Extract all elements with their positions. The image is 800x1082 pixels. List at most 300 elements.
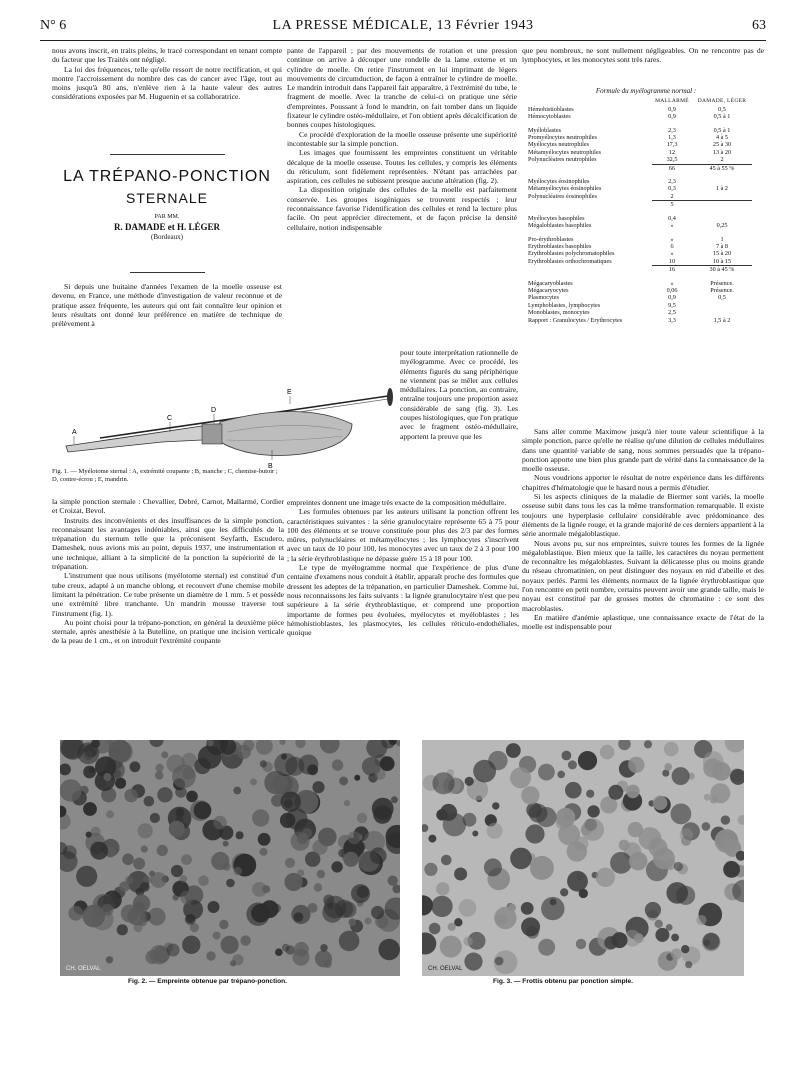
cell-blob xyxy=(169,821,185,837)
table-row xyxy=(528,258,764,265)
cell-blob xyxy=(182,936,200,954)
cell-blob xyxy=(150,813,160,823)
cell-blob xyxy=(103,773,111,781)
article-title: LA TRÉPANO-PONCTION xyxy=(63,168,271,185)
label-a: A xyxy=(72,429,77,436)
cell-label: Métamyélocytes éosinophiles xyxy=(528,185,602,193)
paragraph: La disposition originale des cellules de la moelle est parfaitement conservée. Les groupes isogéniques se trouvent respectés ; leur reconnaissance favorise l'identification des cellules et rend la lecture plus facile. On peut apprécier directement, et de façon précise la densité cellulaire, notion indispensable xyxy=(287,185,517,232)
cell-value: 0,4 xyxy=(668,214,676,222)
figure-2-photo xyxy=(60,740,400,976)
photo-signature: CH. OELVAL xyxy=(428,966,463,972)
cell-blob xyxy=(274,753,297,776)
cell-blob xyxy=(186,791,198,803)
cell-blob xyxy=(380,756,395,771)
myelogram-table xyxy=(528,88,764,330)
divider xyxy=(130,272,205,273)
article-by: PAR MM. xyxy=(154,214,180,220)
cell-blob xyxy=(463,937,472,946)
cell-value: 1 à 2 xyxy=(715,185,729,193)
cell-blob xyxy=(140,882,150,892)
cell-value: » xyxy=(670,222,674,230)
cell-value: 17,3 xyxy=(666,141,678,149)
cell-value: 2,5 xyxy=(668,309,676,317)
cell-label: Métamyélocytes neutrophiles xyxy=(528,148,602,156)
cell-blob xyxy=(250,778,257,785)
cell-label: Promyélocytes neutrophiles xyxy=(528,134,597,142)
cell-blob xyxy=(538,939,555,956)
cell-blob xyxy=(428,835,436,843)
photo-signature: CH. OELVAL xyxy=(66,966,101,972)
paragraph: Ce procédé d'exploration de la moelle osseuse présente une supériorité incontestable sur la simple ponction. xyxy=(287,129,517,148)
cell-blob xyxy=(284,873,302,891)
cell-blob xyxy=(219,920,228,929)
cell-label: Erythroblastes basophiles xyxy=(528,242,592,250)
article-title-block xyxy=(52,168,282,241)
cell-value: Présence. xyxy=(710,286,734,294)
table-row xyxy=(528,141,764,148)
table-row xyxy=(528,215,764,222)
cell-blob xyxy=(237,745,251,759)
issue-number: N° 6 xyxy=(40,18,67,33)
figure-3-photo xyxy=(422,740,744,976)
cell-blob xyxy=(587,805,599,817)
cell-blob xyxy=(653,796,668,811)
table-row xyxy=(528,178,764,185)
cell-label: Mégacaryoblastes xyxy=(528,279,573,287)
paragraph: L'instrument que nous utilisons (myélotome sternal) est constitué d'un tube creux, adapté à un manche oblong, et recouvert d'une chemise mobile limitant la pénétration. Ce tube présente un diamètre de 1 mm. 5 et possède une extrémité libre tranchante. Un mandrin mousse traverse tout l'instrument (fig. 1). xyxy=(52,571,284,618)
cell-blob xyxy=(117,924,128,935)
cell-blob xyxy=(354,775,360,781)
cell-blob xyxy=(213,932,221,940)
cell-blob xyxy=(557,771,565,779)
cell-blob xyxy=(139,918,147,926)
cell-blob xyxy=(644,740,652,748)
paragraph: Si depuis une huitaine d'années l'examen de la moelle osseuse est devenu, en France, une méthode d'investigation de valeur reconnue et de pratique assez fréquente, les auteurs qui ont fait connaître leur opinion et leurs résultats ont donné leur préférence en matière de technique de prélèvement à xyxy=(52,282,282,329)
cell-blob xyxy=(568,760,577,769)
cell-value: 10 xyxy=(668,257,676,265)
cell-blob xyxy=(655,920,663,928)
table-row xyxy=(528,106,764,113)
cell-blob xyxy=(185,914,196,925)
cell-label: Erythroblastes polychromatophiles xyxy=(528,250,615,258)
cell-blob xyxy=(510,848,532,870)
cell-blob xyxy=(521,917,540,936)
table-row xyxy=(528,287,764,294)
cell-blob xyxy=(308,903,318,913)
paragraph: Les formules obtenues par les auteurs utilisant la ponction offrent les caractéristiques suivantes : la série granulocytaire représente 65 à 75 pour 100 des éléments et se trouve constituée pour plus des 2/3 par des formes mûres, polynucléaires et métamyélocytes ; les lymphocytes s'inscrivent avec un taux de 10 pour 100, les monocytes avec un taux de 2 à 3 pour 100 ; la série érythroblastique ne dépasse guère 15 à 18 pour 100. xyxy=(287,507,519,563)
cell-blob xyxy=(77,742,99,764)
cell-blob xyxy=(76,866,97,887)
cell-blob xyxy=(487,823,503,839)
cell-blob xyxy=(379,939,400,960)
cell-blob xyxy=(124,789,138,803)
cell-blob xyxy=(436,882,449,895)
cell-blob xyxy=(180,875,188,883)
paragraph: En matière d'anémie aplastique, une connaissance exacte de l'état de la moelle est indispensable pour xyxy=(522,612,764,632)
cell-value: 0,06 xyxy=(666,286,678,294)
cell-blob xyxy=(194,801,212,819)
paragraph: La loi des fréquences, telle qu'elle ressort de notre rectification, et qui montre l'accroissement du nombre des cas de cancer avec l'âge, tout au moins jusqu'à 80 ans, n'enlève rien à la haute valeur des autres considérations exposées par M. Huguenin et sa collaboratrice. xyxy=(52,64,282,102)
cell-blob xyxy=(115,778,126,789)
table-row xyxy=(528,149,764,156)
label-c: C xyxy=(167,415,173,422)
cell-blob xyxy=(180,891,194,905)
cell-blob xyxy=(348,831,361,844)
cell-blob xyxy=(494,907,516,929)
cell-blob xyxy=(145,950,159,964)
cell-blob xyxy=(261,900,279,918)
label-e: E xyxy=(287,389,292,396)
cell-value: 15 à 20 xyxy=(712,250,732,258)
cell-value: 0,5 xyxy=(718,105,726,113)
article-authors: R. DAMADE et H. LÉGER xyxy=(114,222,220,232)
cell-blob xyxy=(233,787,241,795)
cell-blob xyxy=(83,802,97,816)
column-1-top xyxy=(52,46,282,150)
cell-blob xyxy=(302,828,312,838)
cell-label: Mégaloblastes basophiles xyxy=(528,222,592,230)
cell-blob xyxy=(89,767,95,773)
cell-blob xyxy=(275,948,283,956)
cell-blob xyxy=(324,896,347,919)
paragraph: empreintes donnent une image très exacte de la composition médullaire. xyxy=(287,498,507,507)
cell-blob xyxy=(664,763,672,771)
cell-blob xyxy=(198,875,209,886)
column-2-top xyxy=(287,46,517,346)
cell-blob xyxy=(339,931,360,952)
cell-blob xyxy=(465,777,474,786)
cell-blob xyxy=(473,760,496,783)
cell-blob xyxy=(529,804,548,823)
cell-label: Hémocytoblastes xyxy=(528,113,571,121)
cell-blob xyxy=(258,833,271,846)
cell-blob xyxy=(280,813,295,828)
cell-blob xyxy=(141,846,148,853)
cell-blob xyxy=(294,942,309,957)
cell-blob xyxy=(371,906,384,919)
cell-blob xyxy=(424,863,437,876)
cell-blob xyxy=(194,758,210,774)
column-3-bottom xyxy=(522,427,764,732)
column-1-intro xyxy=(52,282,282,374)
cell-blob xyxy=(68,906,83,921)
cell-blob xyxy=(130,761,141,772)
table-group xyxy=(528,280,764,330)
cell-value: 1 xyxy=(720,235,724,243)
cell-blob xyxy=(443,813,466,836)
divider xyxy=(110,154,225,155)
cell-label: Lymphoblastes, lymphocytes xyxy=(528,301,601,309)
paragraph: pante de l'appareil ; par des mouvements de rotation et une pression continue on arrive à découper une rondelle de la lame externe et un cylindre de moelle. On retire l'instrument en lui imprimant de légers mouvements de circumduction, de façon à entraîner le cylindre de moelle. Le mandrin introduit dans l'appareil fait apparaître, à l'extrémité du tube, le fragment de moelle. Avec la tranche de celui-ci on pratique une série d'empreintes. Poussant à fond le mandrin, on fait tomber dans un liquide fixateur le cylindre ostéo-médullaire, et l'on obtient après décalcification de bonnes coupes histologiques. xyxy=(287,46,517,130)
cell-blob xyxy=(317,870,325,878)
table-sum-row xyxy=(528,164,764,172)
cell-value: 2,3 xyxy=(668,178,676,186)
column-header: MALLARMÉ xyxy=(655,98,689,105)
cell-blob xyxy=(441,855,452,866)
cell-blob xyxy=(208,901,220,913)
cell-blob xyxy=(671,948,682,959)
cell-blob xyxy=(349,919,357,927)
figure-3-caption: Fig. 3. — Frottis obtenu par ponction simple. xyxy=(493,978,633,985)
group-sum: 45 à 55 % xyxy=(692,164,752,172)
paragraph: Les images que fournissent les empreintes constituent un véritable décalque de la moelle osseuse. Toutes les cellules, y compris les éléments du réticulum, sont fidèlement représentées. N'étant pas arrachées par aspiration, ces cellules ne subissent presque aucune altération (fig. 2). xyxy=(287,148,517,186)
cell-blob xyxy=(674,862,683,871)
cell-blob xyxy=(582,819,604,841)
column-3-top xyxy=(522,46,764,76)
group-sum: 16 xyxy=(652,265,692,273)
cell-value: 10 à 15 xyxy=(712,257,732,265)
cell-blob xyxy=(236,831,244,839)
cell-blob xyxy=(506,743,521,758)
cell-value xyxy=(692,215,752,222)
cell-blob xyxy=(101,904,113,916)
micrograph-imprint xyxy=(60,740,400,976)
cell-value: » xyxy=(670,279,674,287)
cell-blob xyxy=(207,740,214,747)
cell-blob xyxy=(133,858,145,870)
cell-blob xyxy=(206,951,215,960)
cell-blob xyxy=(343,852,358,867)
cell-blob xyxy=(171,865,183,877)
group-sum xyxy=(692,200,752,208)
cell-blob xyxy=(492,802,499,809)
cell-blob xyxy=(373,805,392,824)
cell-blob xyxy=(702,822,711,831)
group-sum: 5 xyxy=(652,200,692,208)
cell-value: 0,5 à 1 xyxy=(713,126,731,134)
cell-label: Polynucléaires neutrophiles xyxy=(528,156,597,164)
figure-2-caption: Fig. 2. — Empreinte obtenue par trépano-ponction. xyxy=(128,978,287,985)
cell-blob xyxy=(167,944,180,957)
cell-blob xyxy=(666,882,688,904)
column-header: DAMADE, LÉGER xyxy=(697,98,747,105)
cell-blob xyxy=(604,936,617,949)
cell-blob xyxy=(608,785,623,800)
cell-blob xyxy=(161,751,168,758)
paragraph: la simple ponction sternale : Chevallier, Debré, Carnot, Mallarmé, Cordier et Croizat, Bevol. xyxy=(52,497,284,516)
cell-blob xyxy=(285,945,294,954)
cell-blob xyxy=(521,786,539,804)
cell-blob xyxy=(90,842,108,860)
cell-blob xyxy=(119,881,130,892)
cell-blob xyxy=(696,915,706,925)
cell-blob xyxy=(106,956,113,963)
cell-label: Myélocytes éosinophiles xyxy=(528,178,590,186)
table-group xyxy=(528,178,764,215)
cell-label: Hémohistioblastes xyxy=(528,105,574,113)
table-group xyxy=(528,127,764,178)
cell-value: 9,5 xyxy=(668,301,676,309)
table-row xyxy=(528,236,764,243)
cell-blob xyxy=(671,804,692,825)
table-row xyxy=(528,250,764,257)
group-sum: 66 xyxy=(652,164,692,172)
cell-blob xyxy=(704,939,710,945)
cell-blob xyxy=(586,790,594,798)
cell-blob xyxy=(484,858,502,876)
cell-blob xyxy=(370,847,387,864)
table-row xyxy=(528,280,764,287)
paragraph: Au point choisi pour la trépano-ponction, en général la deuxième pièce sternale, après anesthésie à la Butelline, on pratique une incision verticale de la peau de 1 cm., et on introduit l'extrémité coupante xyxy=(52,617,284,646)
cell-blob xyxy=(704,794,711,801)
journal-title: LA PRESSE MÉDICALE, 13 Février 1943 xyxy=(272,18,534,33)
cell-blob xyxy=(315,950,332,967)
table-row xyxy=(528,193,764,200)
cell-blob xyxy=(567,871,588,892)
cell-blob xyxy=(459,899,477,917)
cell-value: 0,9 xyxy=(668,105,676,113)
cell-value: 12 xyxy=(668,148,676,156)
cell-value: 25 à 30 xyxy=(712,141,732,149)
cell-value: 3,3 xyxy=(668,316,676,324)
cell-blob xyxy=(106,810,114,818)
paragraph: nous avons inscrit, en traits pleins, le tracé correspondant en tenant compte du facteur que les Traités ont négligé. xyxy=(52,46,282,65)
cell-value: 0,5 xyxy=(718,294,726,302)
cell-blob xyxy=(121,905,139,923)
cell-blob xyxy=(157,845,168,856)
cell-blob xyxy=(331,861,342,872)
cell-value: 1,3 xyxy=(668,134,676,142)
label-d: D xyxy=(211,407,217,414)
table-caption: Formule du myélogramme normal : xyxy=(595,87,697,95)
article-city: (Bordeaux) xyxy=(151,233,183,241)
cell-label: Myéloblastes xyxy=(528,126,561,134)
cell-value: 7 à 8 xyxy=(715,242,729,250)
cell-blob xyxy=(181,854,192,865)
cell-blob xyxy=(260,760,267,767)
cell-blob xyxy=(610,852,632,874)
cell-blob xyxy=(262,885,270,893)
cell-blob xyxy=(86,832,92,838)
cell-blob xyxy=(294,912,304,922)
cell-blob xyxy=(464,953,482,971)
cell-blob xyxy=(122,854,134,866)
page-header xyxy=(40,18,766,41)
cell-blob xyxy=(525,824,544,843)
table-row xyxy=(528,127,764,134)
cell-blob xyxy=(226,879,235,888)
cell-label: Myélocytes neutrophiles xyxy=(528,141,590,149)
table-row xyxy=(528,222,764,229)
paragraph: Si les aspects cliniques de la maladie de Biermer sont variés, la moelle osseuse subit dans tous les cas la même transformation remarquable. Il existe toujours une hyperplasie cellulaire considérable avec prédominance des éléments de la lignée rouge, et la grande majorité de ces derniers appartient à la série anormale mégaloblastique. xyxy=(522,492,764,539)
column-2-wrap-text: pour toute interprétation rationnelle de myélogramme. Avec ce procédé, les éléments figurés du sang périphérique ne viennent pas se mêler aux cellules médullaires. La ponction, au contraire, entraîne toujours une proportion assez considérable de sang (fig. 3). Les coupes histologiques, que l'on pratique avec le fragment ostéo-médullaire, apportent la preuve que les xyxy=(400,348,518,441)
cell-blob xyxy=(680,828,693,841)
cell-blob xyxy=(320,944,328,952)
cell-blob xyxy=(454,868,467,881)
cell-blob xyxy=(60,779,82,801)
cell-blob xyxy=(596,868,615,887)
cell-blob xyxy=(285,858,295,868)
cell-blob xyxy=(357,813,367,823)
cell-blob xyxy=(157,787,172,802)
cell-blob xyxy=(221,936,239,954)
cell-blob xyxy=(432,772,454,794)
cell-blob xyxy=(213,816,227,830)
column-2-bottom xyxy=(287,498,519,734)
cell-blob xyxy=(558,824,580,846)
cell-blob xyxy=(560,888,568,896)
cell-label: Polynucléaires éosinophiles xyxy=(528,192,597,200)
cell-value: 0,9 xyxy=(668,113,676,121)
table-row xyxy=(528,243,764,250)
cell-blob xyxy=(144,796,155,807)
cell-blob xyxy=(82,905,105,928)
cell-blob xyxy=(541,897,564,920)
cell-value: 1,5 à 2 xyxy=(713,316,731,324)
cell-blob xyxy=(351,884,370,903)
cell-blob xyxy=(312,840,327,855)
cell-value xyxy=(692,178,752,185)
table-group xyxy=(528,215,764,236)
cell-value: 0,3 xyxy=(668,185,676,193)
cell-blob xyxy=(431,896,452,917)
table-row xyxy=(528,134,764,141)
paragraph: que peu nombreux, ne sont nullement négligeables. On ne rencontre pas de lymphocytes, et les monocytes sont très rares. xyxy=(522,46,764,65)
cell-blob xyxy=(538,764,555,781)
cell-blob xyxy=(530,856,554,880)
cell-blob xyxy=(332,759,343,770)
table-row xyxy=(528,302,764,309)
table-row xyxy=(528,156,764,163)
paragraph: Sans aller comme Maximow jusqu'à nier toute valeur scientifique à la simple ponction, parce qu'elle ne réalise qu'une dilution de cellules médullaires dans une quantité variable de sang, nous sommes persuadés que la trépano-ponction apporte une bien plus grande part de vérité dans la connaissance de la moelle osseuse. xyxy=(522,427,764,474)
figure-1-caption: Fig. 1. — Myélotome sternal : A, extrémité coupante ; B, manche ; C, chemise-butoir ; D, contre-écrou ; E, mandrin. xyxy=(52,468,278,483)
cell-blob xyxy=(391,796,398,803)
cell-blob xyxy=(173,894,179,900)
cell-blob xyxy=(521,902,534,915)
cell-blob xyxy=(448,923,456,931)
cell-blob xyxy=(211,852,229,870)
cell-blob xyxy=(710,796,717,803)
paragraph: Le type de myélogramme normal que l'expérience de plus d'une centaine d'examens nous conduit à établir, apparaît proche des formules que dressent les adeptes de la trépanation, en particulier Dameshek. Comme lui, nous reconnaissons les faits suivants : la lignée granulocytaire n'est que peu supérieure à la série érythroblastique, et comprend une proportion importante de formes peu évoluées, myélocytes et myéloblastes ; les hémohistioblastes, les plasmocytes, les cellules réticulo-endothéliales, quoique xyxy=(287,563,519,638)
cell-label: Rapport : Granulocytes / Erythrocytes xyxy=(528,316,623,324)
cell-label: Myélocytes basophiles xyxy=(528,214,585,222)
cell-blob xyxy=(429,923,441,935)
myelotome-drawing xyxy=(52,380,397,472)
cell-value: » xyxy=(670,250,674,258)
cell-blob xyxy=(281,792,301,812)
cell-blob xyxy=(327,903,334,910)
table-row xyxy=(528,317,764,324)
table-group xyxy=(528,236,764,280)
cell-blob xyxy=(510,767,531,788)
cell-blob xyxy=(472,831,478,837)
cell-blob xyxy=(138,823,153,838)
cell-blob xyxy=(685,961,692,968)
cell-value xyxy=(692,193,752,200)
cell-blob xyxy=(600,745,615,760)
cell-value: Présence. xyxy=(710,279,734,287)
cell-blob xyxy=(671,934,679,942)
cell-value: 0,25 xyxy=(716,222,728,230)
cell-blob xyxy=(314,883,322,891)
cell-label: Mégacaryocytes xyxy=(528,286,569,294)
cell-blob xyxy=(720,837,733,850)
cell-value: » xyxy=(670,235,674,243)
cell-blob xyxy=(252,809,269,826)
cell-blob xyxy=(629,852,648,871)
cell-blob xyxy=(223,841,229,847)
cell-blob xyxy=(156,764,164,772)
table-group xyxy=(528,106,764,127)
column-1-bottom xyxy=(52,497,284,733)
cell-value xyxy=(692,309,752,316)
cell-blob xyxy=(240,935,250,945)
cell-value xyxy=(692,302,752,309)
cell-blob xyxy=(298,755,318,775)
cell-blob xyxy=(151,872,167,888)
cell-blob xyxy=(653,848,675,870)
cell-blob xyxy=(155,771,164,780)
